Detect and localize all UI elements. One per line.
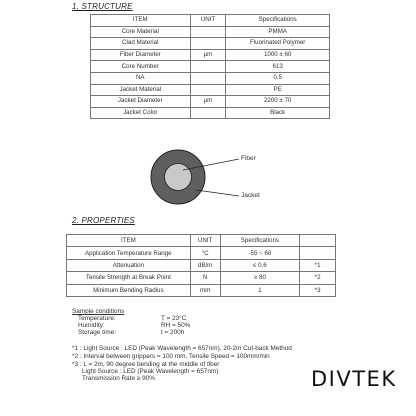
table-cell (190, 38, 226, 50)
table-cell (190, 107, 226, 119)
table-cell: 0.5 (226, 72, 330, 84)
table-cell: 2200 ± 70 (226, 96, 330, 108)
properties-table (66, 234, 336, 297)
table-cell: Jacket Material (91, 84, 191, 96)
table-cell: μm (190, 96, 226, 108)
table-cell: NA (91, 72, 191, 84)
table-cell: -55 ~ 60 (220, 247, 300, 259)
table-header-row (67, 235, 336, 247)
table-cell: 613 (226, 61, 330, 73)
column-header: ITEM (91, 15, 191, 27)
table-cell: mm (190, 284, 220, 296)
table-row (91, 38, 330, 50)
sample-condition-value: T = 23°C (161, 315, 187, 322)
jacket-label: Jacket (241, 192, 260, 199)
footnote: *3 : L = 2m, 90 degree bending at the middle of fiber (72, 361, 220, 368)
column-header: UNIT (190, 15, 226, 27)
table-row (67, 284, 336, 296)
table-cell (300, 247, 336, 259)
table-row (67, 259, 336, 271)
column-header (300, 235, 336, 247)
table-cell: ≤ 0.6 (220, 259, 300, 271)
column-header: Specifications (220, 235, 300, 247)
table-cell: 1 (220, 284, 300, 296)
fiber-label: Fiber (241, 155, 256, 162)
footnote: Light Source : LED (Peak Wavelength = 657nm) (82, 368, 219, 375)
table-cell: N (190, 272, 220, 284)
table-cell: *3 (300, 284, 336, 296)
table-cell: Minimum Bending Radius (67, 284, 191, 296)
table-cell (190, 84, 226, 96)
table-cell (190, 26, 226, 38)
divtek-logo: DIVTEK (311, 367, 397, 391)
table-cell: Fiber Diameter (91, 49, 191, 61)
table-cell: μm (190, 49, 226, 61)
footnote: Transmission Rate ≥ 90% (82, 375, 155, 382)
table-row (91, 84, 330, 96)
sample-condition-label: Humidity: (78, 322, 105, 329)
footnote: *2 : Interval between grippers = 100 mm, Tensile Speed = 100mm/min (72, 353, 270, 360)
table-cell: Fluorinated Polymer (226, 38, 330, 50)
sample-condition-label: Storage time: (78, 329, 117, 336)
table-row (91, 72, 330, 84)
table-cell (190, 61, 226, 73)
table-cell (190, 72, 226, 84)
table-cell: Black (226, 107, 330, 119)
table-cell: PMMA (226, 26, 330, 38)
table-header-row (91, 15, 330, 27)
table-cell: PE (226, 84, 330, 96)
table-cell: dB/m (190, 259, 220, 271)
fiber-cross-section-diagram (138, 146, 258, 206)
table-row (91, 96, 330, 108)
table-cell: Tensile Strength at Break Point (67, 272, 191, 284)
table-cell: °C (190, 247, 220, 259)
column-header: ITEM (67, 235, 191, 247)
jacket-leader-line (196, 190, 239, 196)
table-cell: Clad Material (91, 38, 191, 50)
sample-condition-value: t = 200h (161, 329, 185, 336)
sample-conditions-title: Sample conditions (72, 308, 125, 315)
table-cell: Jacket Diameter (91, 96, 191, 108)
table-cell: *2 (300, 272, 336, 284)
properties-table-body (67, 247, 336, 297)
structure-heading: 1. STRUCTURE (72, 2, 133, 11)
structure-table (90, 14, 330, 119)
table-row (67, 247, 336, 259)
properties-heading: 2. PROPERTIES (72, 216, 135, 225)
table-row (67, 272, 336, 284)
core-circle (165, 164, 192, 191)
table-cell: Core Number (91, 61, 191, 73)
column-header: Specifications (226, 15, 330, 27)
table-cell: Application Temperature Range (67, 247, 191, 259)
sample-condition-label: Temperature: (78, 315, 116, 322)
table-row (91, 107, 330, 119)
table-cell: Jacket Color (91, 107, 191, 119)
column-header: UNIT (190, 235, 220, 247)
table-row (91, 61, 330, 73)
table-row (91, 26, 330, 38)
sample-condition-value: RH = 50% (161, 322, 191, 329)
table-cell: 1000 ± 60 (226, 49, 330, 61)
structure-table-body (91, 26, 330, 119)
table-cell: Attenuation (67, 259, 191, 271)
table-row (91, 49, 330, 61)
table-cell: Core Material (91, 26, 191, 38)
footnote: *1 : Light Source : LED (Peak Wavelength = 657nm), 20-2m Cut-back Method (72, 345, 292, 352)
table-cell: ≥ 80 (220, 272, 300, 284)
table-cell: *1 (300, 259, 336, 271)
